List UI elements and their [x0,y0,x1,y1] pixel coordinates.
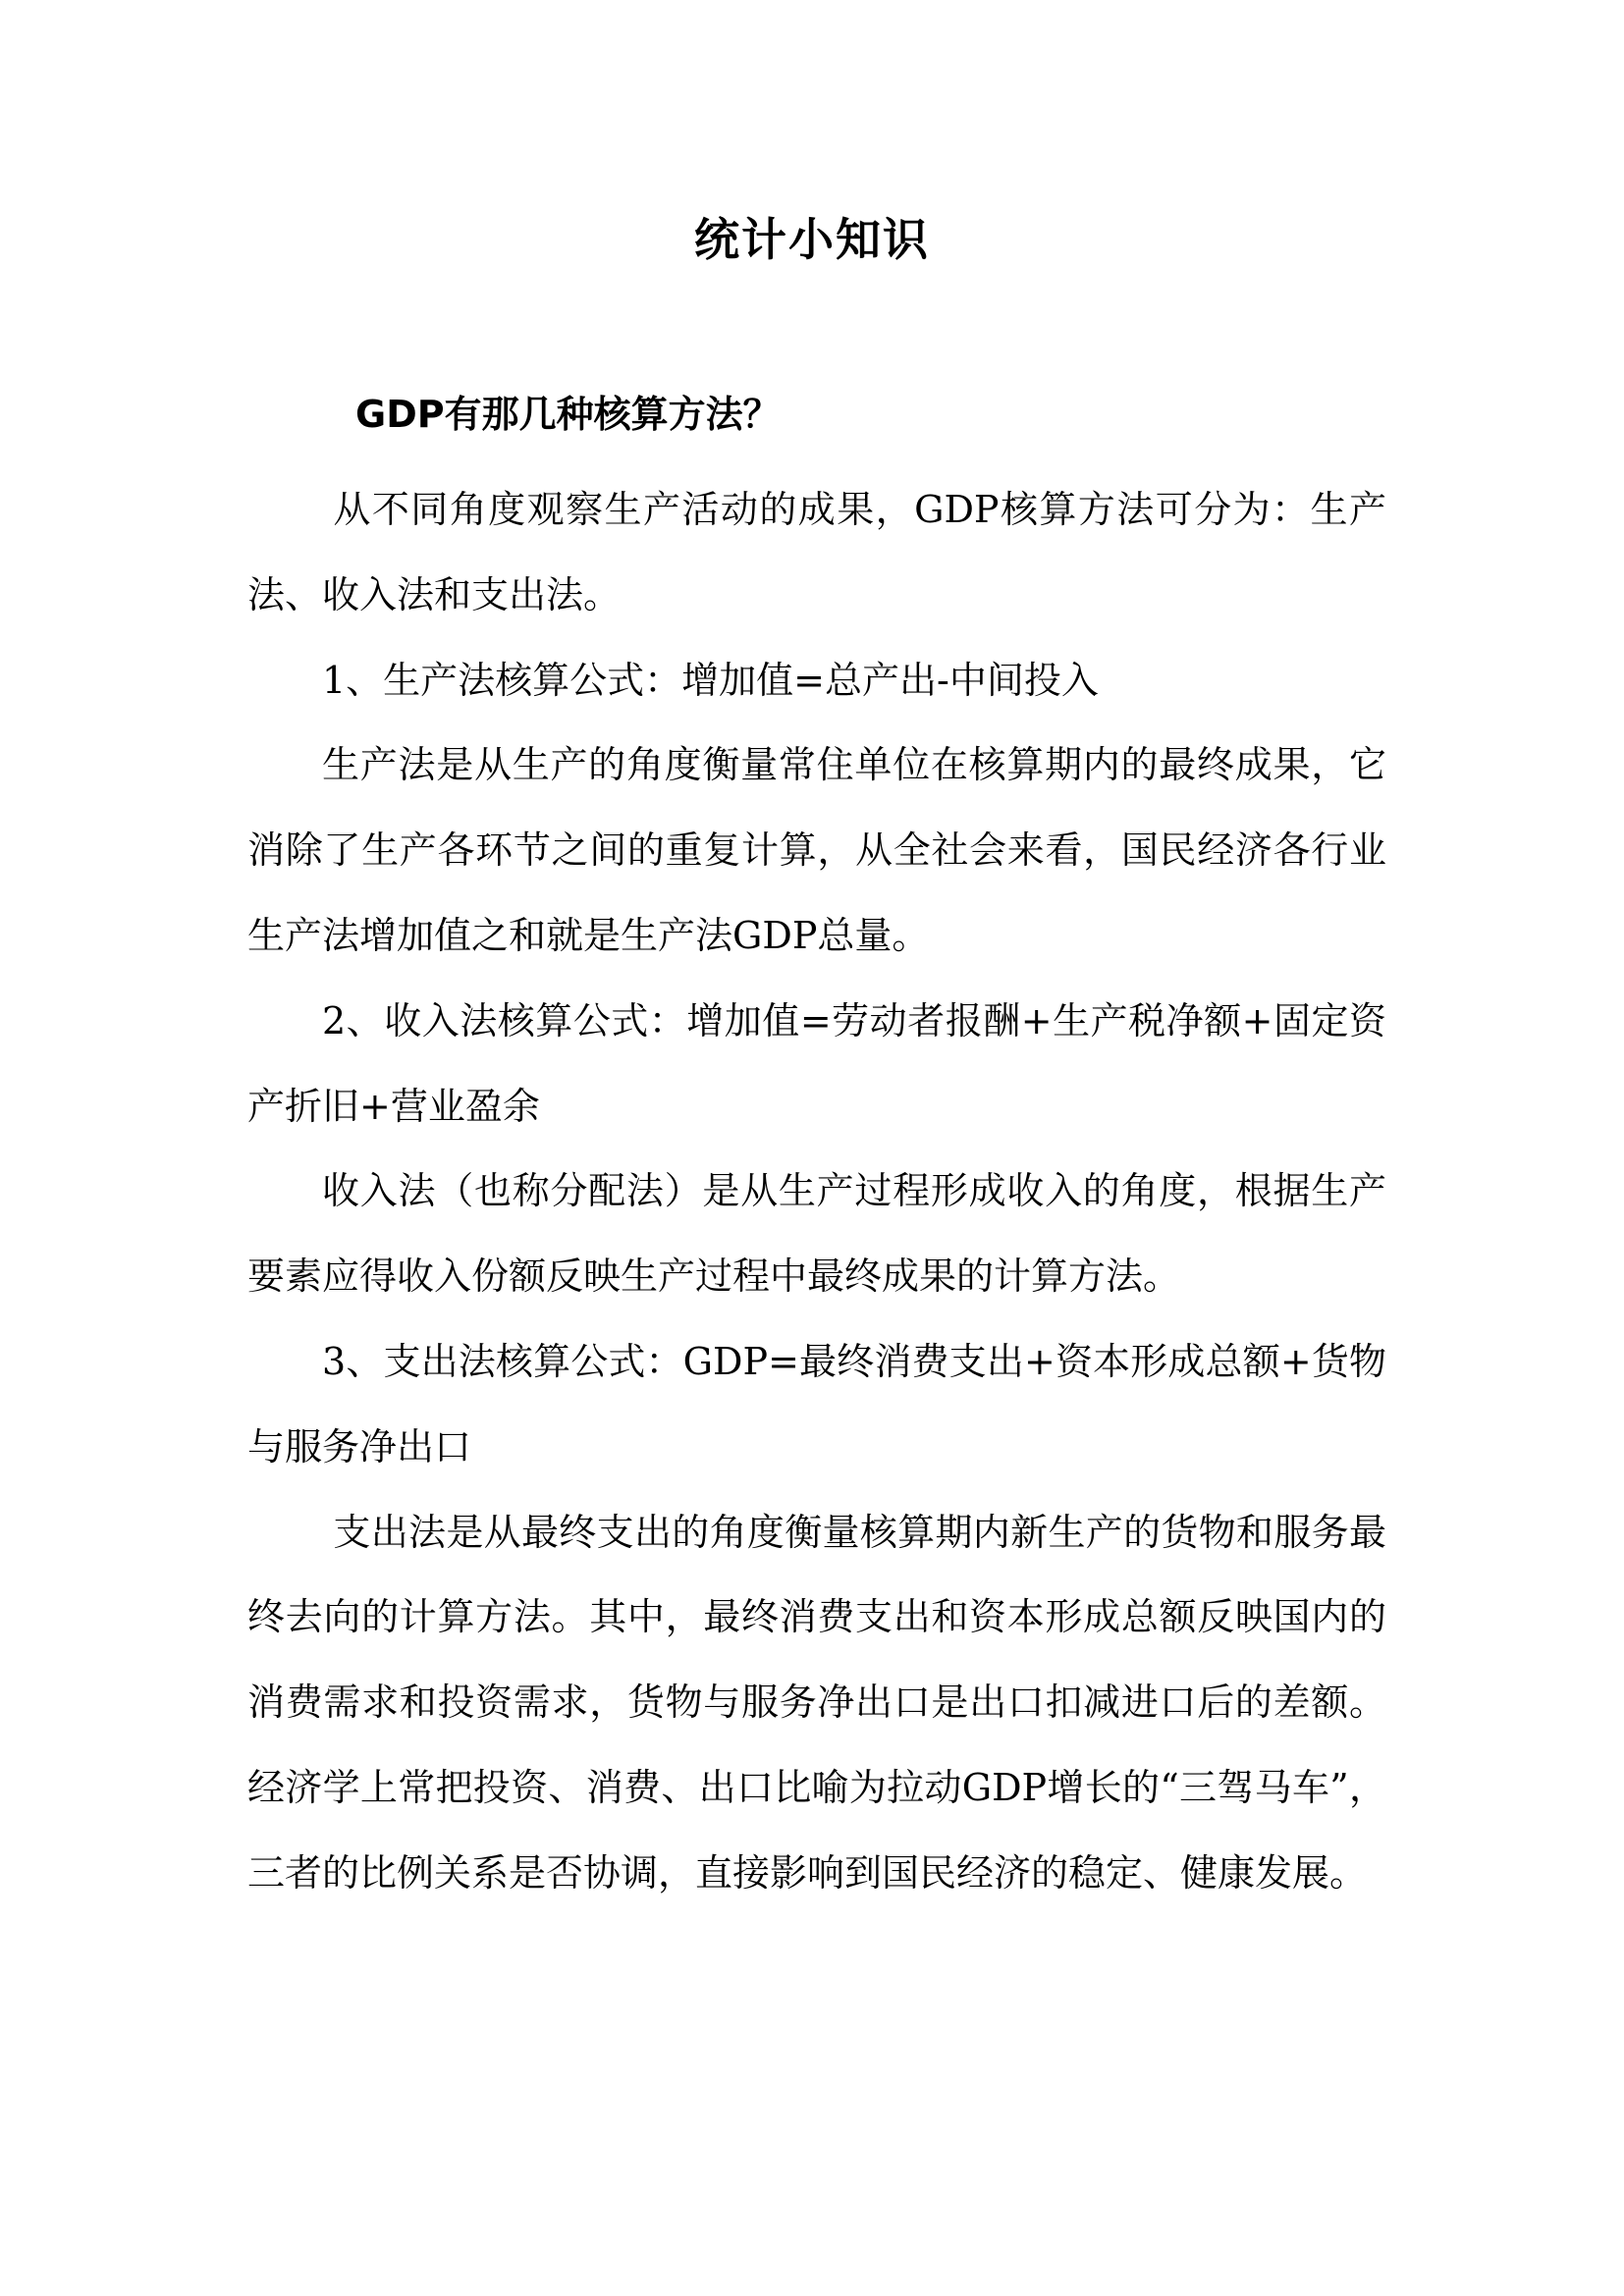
paragraph-income-explanation: 收入法（也称分配法）是从生产过程形成收入的角度，根据生产要素应得收入份额反映生产过程中最终成果的计算方法。 [247,1169,1386,1299]
document-body [247,467,1386,1916]
document-title: 统计小知识 [694,213,930,266]
paragraph-expenditure-formula: 3、支出法核算公式：GDP=最终消费支出+资本形成总额+货物与服务净出口 [247,1339,1386,1468]
paragraph-expenditure-explanation: 支出法是从最终支出的角度衡量核算期内新生产的货物和服务最终去向的计算方法。其中，最终消费支出和资本形成总额反映国内的消费需求和投资需求，货物与服务净出口是出口扣减进口后的差额。经济学上常把投资、消费、出口比喻为拉动GDP增长的“三驾马车”，三者的比例关系是否协调，直接影响到国民经济的稳定、健康发展。 [247,1510,1386,1895]
paragraph-intro: 从不同角度观察生产活动的成果，GDP核算方法可分为：生产法、收入法和支出法。 [247,488,1386,616]
paragraph-production-explanation: 生产法是从生产的角度衡量常住单位在核算期内的最终成果，它消除了生产各环节之间的重复计算，从全社会来看，国民经济各行业生产法增加值之和就是生产法GDP总量。 [247,743,1386,957]
paragraph-production-formula: 1、生产法核算公式：增加值=总产出-中间投入 [322,658,1099,702]
paragraph-income-formula: 2、收入法核算公式：增加值=劳动者报酬+生产税净额+固定资产折旧+营业盈余 [247,998,1386,1128]
section-heading: GDP有那几种核算方法？ [355,393,781,436]
